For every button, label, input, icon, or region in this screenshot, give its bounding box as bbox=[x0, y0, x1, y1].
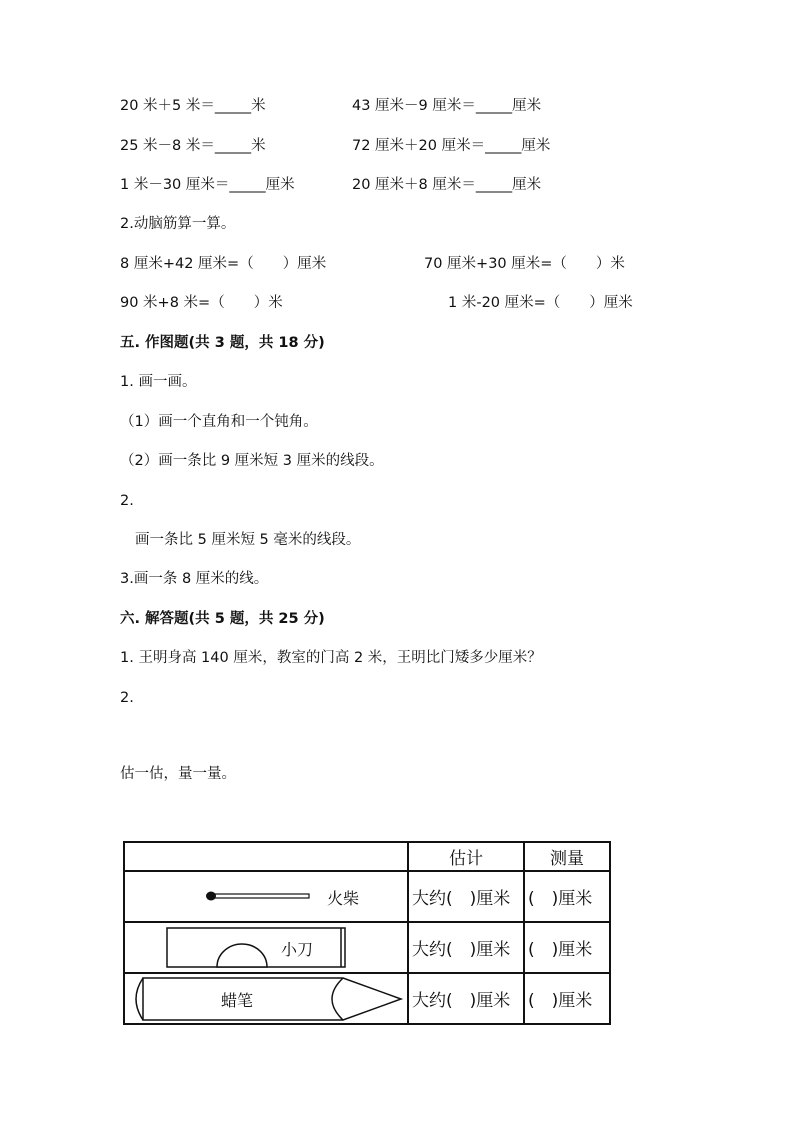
conversion-right-3: 20 厘米＋8 厘米＝_____厘米 bbox=[352, 177, 542, 193]
section6-q1: 1. 王明身高 140 厘米，教室的门高 2 米，王明比门矮多少厘米？ bbox=[120, 650, 542, 666]
measure-cell: ( )厘米 bbox=[524, 871, 610, 922]
estimate-cell: 大约( )厘米 bbox=[408, 973, 524, 1024]
header-item bbox=[124, 842, 408, 871]
conversion-left-3: 1 米－30 厘米＝_____厘米 bbox=[120, 177, 295, 193]
match-illustration bbox=[125, 872, 409, 921]
match-label: 火柴 bbox=[327, 889, 360, 908]
table-row bbox=[124, 871, 610, 922]
measure-cell: ( )厘米 bbox=[524, 973, 610, 1024]
header-estimate: 估计 bbox=[408, 842, 524, 871]
estimate-cell: 大约( )厘米 bbox=[408, 871, 524, 922]
table-row bbox=[124, 973, 610, 1024]
table-header-row bbox=[124, 842, 610, 871]
conversion-right-1: 43 厘米－9 厘米＝_____厘米 bbox=[352, 98, 542, 114]
knife-cell bbox=[124, 922, 408, 973]
section6-q2-text: 估一估，量一量。 bbox=[120, 766, 236, 782]
crayon-label: 蜡笔 bbox=[221, 991, 254, 1010]
header-measure: 测量 bbox=[524, 842, 610, 871]
section6-q2: 2. bbox=[120, 690, 134, 706]
section5-q3: 3.画一条 8 厘米的线。 bbox=[120, 571, 269, 587]
match-cell bbox=[124, 871, 408, 922]
conversion-left-2: 25 米－8 米＝_____米 bbox=[120, 138, 266, 154]
calc-heading: 2.动脑筋算一算。 bbox=[120, 216, 236, 232]
estimate-cell: 大约( )厘米 bbox=[408, 922, 524, 973]
calc-left-1: 8 厘米+42 厘米=（ ）厘米 bbox=[120, 256, 327, 272]
crayon-cell bbox=[124, 973, 408, 1024]
section5-q2-text: 画一条比 5 厘米短 5 毫米的线段。 bbox=[135, 532, 361, 548]
section6-title: 六. 解答题(共 5 题，共 25 分) bbox=[120, 611, 325, 627]
measure-cell: ( )厘米 bbox=[524, 922, 610, 973]
knife-label: 小刀 bbox=[281, 940, 314, 959]
section5-q1: 1. 画一画。 bbox=[120, 374, 197, 390]
estimate-table bbox=[123, 841, 611, 1025]
calc-right-2: 1 米-20 厘米=（ ）厘米 bbox=[448, 295, 633, 311]
conversion-right-2: 72 厘米＋20 厘米＝_____厘米 bbox=[352, 138, 551, 154]
conversion-left-1: 20 米＋5 米＝_____米 bbox=[120, 98, 266, 114]
crayon-illustration bbox=[125, 974, 409, 1023]
calc-left-2: 90 米+8 米=（ ）米 bbox=[120, 295, 283, 311]
calc-right-1: 70 厘米+30 厘米=（ ）米 bbox=[424, 256, 625, 272]
section5-q1b: （2）画一条比 9 厘米短 3 厘米的线段。 bbox=[120, 453, 384, 469]
section5-q1a: （1）画一个直角和一个钝角。 bbox=[120, 414, 318, 430]
table-row bbox=[124, 922, 610, 973]
section5-q2: 2. bbox=[120, 493, 134, 509]
section5-title: 五. 作图题(共 3 题，共 18 分) bbox=[120, 335, 325, 351]
knife-illustration bbox=[125, 923, 409, 972]
